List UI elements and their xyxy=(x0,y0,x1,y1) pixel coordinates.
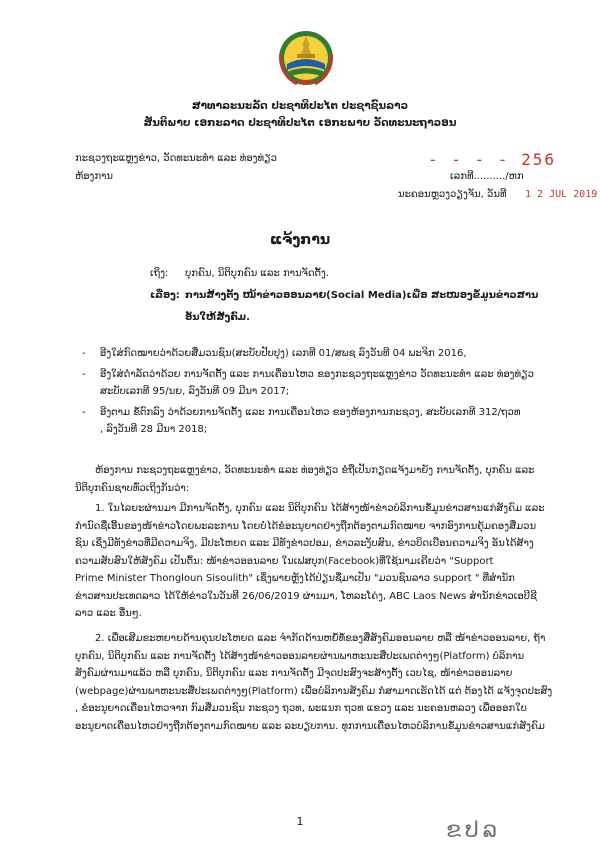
legal-basis-line: , ລົງວັນທີ 28 ມີນາ 2018; xyxy=(100,424,208,435)
intro-paragraph xyxy=(75,462,555,480)
legal-basis-line: ສະບັບເລກທີ 95/ນຍ, ລົງວັນທີ 09 ມີນາ 2017; xyxy=(100,386,290,397)
legal-basis-item: - ອີງໃສ່ກົດໝາຍວ່າດ້ວຍສື່ມວນຊົນ(ສະບັບປັບປຸງ) ເລກທີ 01/ສພຊ ລົງວັນທີ 04 ພະຈິກ 2016, xyxy=(100,345,560,362)
subject-label: ເລື່ອງ: xyxy=(150,290,180,301)
country-name: ສາທາລະນະລັດ ປະຊາທິປະໄຕ ປະຊາຊົນລາວ xyxy=(191,100,409,112)
legal-basis-line: ອີງຕາມ ຂໍ້ຕົກລົງ ວ່າດ້ວຍການຈັດຕັ້ງ ແລະ ການເຄື່ອນໄຫວ ຂອງຫ້ອງການກະຊວງ, ສະບັບເລກທີ 312/ຖວທ xyxy=(100,407,521,418)
national-emblem-icon xyxy=(275,24,337,88)
subject-line-1: ການສ້າງຕັ້ງ ໜ້າຂ່າວອອນລາຍ(Social Media)ເພື່ອ ສະໜອງຂໍ້ມູນຂ່າວສານ xyxy=(185,290,539,301)
legal-basis-line: ອີງໃສ່ກົດໝາຍວ່າດ້ວຍສື່ມວນຊົນ(ສະບັບປັບປຸງ) ເລກທີ 01/ສພຊ ລົງວັນທີ 04 ພະຈິກ 2016, xyxy=(100,348,467,359)
legal-basis-item: - ອີງໃສ່ດຳລັດວ່າດ້ວຍ ການຈັດຕັ້ງ ແລະ ການເຄື່ອນໄຫວ ຂອງກະຊວງຖະແຫຼງຂ່າວ ວັດທະນະທຳ ແລະ ທ່ອງທ່ຽວ ສະບັບເລກທີ 95/ນຍ, ລົງວັນທີ 09 ມີນາ 2017; xyxy=(100,366,560,400)
point-1-line: 1. ໃນໄລຍະຜ່ານມາ ມີການຈັດຕັ້ງ, ບຸກຄົນ ແລະ ນິຕິບຸກຄົນ ໄດ້ສ້າງໜ້າຂ່າວບໍລິການຂໍ້ມູນຂ່າວສານແກ່ສັງຄົມ ແລະ xyxy=(95,503,545,514)
date-stamp: 1 2 JUL 2019 xyxy=(525,189,598,200)
point-1-line: ກຳນົດຊື່ເອີ້ນຂອງໜ້າຂ່າວໂດຍພະລະການ ໂດຍບໍ່ໄດ້ຂໍອະນຸຍາດຢ່າງຖືກຕ້ອງຕາມກົດໝາຍ ຈາກອົງການຄຸ້ມຄອງສື່ມວນ xyxy=(75,520,537,532)
point-1-line: ຄວາມສັບສົນໃຫ້ສັງຄົມ ເປັນຕົ້ນ: ໜ້າຂ່າວອອນລາຍ ໃນເຟສບຸກ(Facebook)ທີ່ໃຊ້ນາມເຄີຍວ່າ "Support xyxy=(75,555,494,567)
intro-paragraph-cont xyxy=(75,480,555,498)
signature-watermark: ຂປລ xyxy=(446,818,502,843)
place-date-label: ນະຄອນຫຼວງວຽງຈັນ, ວັນທີ xyxy=(398,189,507,200)
legal-basis-line: ອີງໃສ່ດຳລັດວ່າດ້ວຍ ການຈັດຕັ້ງ ແລະ ການເຄື່ອນໄຫວ ຂອງກະຊວງຖະແຫຼງຂ່າວ ວັດທະນະທຳ ແລະ ທ່ອງທ່ຽວ xyxy=(100,369,534,380)
point-1-line: ລາວ ແລະ ອື່ນໆ. xyxy=(75,608,142,619)
to-label: ເຖິງ: xyxy=(150,268,169,279)
subject-line-2: ອັນໃຫ້ສັງຄົມ. xyxy=(185,312,250,323)
document-title: ແຈ້ງການ xyxy=(269,232,331,248)
point-2-line: ອະນຸຍາດເຄື່ອນໄຫວຢ່າງຖືກຕ້ອງຕາມກົດໝາຍ ແລະ ລະບຽບການ. ທຸກການເຄື່ອນໄຫວບໍລິການຂໍ້ມູນຂ່າວສານແກ່ສັງຄົມ xyxy=(75,720,545,732)
point-1-paragraph xyxy=(75,500,555,623)
point-2-paragraph xyxy=(75,630,555,735)
sender-ministry: ກະຊວງຖະແຫຼງຂ່າວ, ວັດທະນະທຳ ແລະ ທ່ອງທ່ຽວ xyxy=(75,153,277,164)
page-number: 1 xyxy=(296,815,304,828)
reference-stamp-number: - - - - 256 xyxy=(428,150,556,169)
legal-basis-item: - ອີງຕາມ ຂໍ້ຕົກລົງ ວ່າດ້ວຍການຈັດຕັ້ງ ແລະ ການເຄື່ອນໄຫວ ຂອງຫ້ອງການກະຊວງ, ສະບັບເລກທີ 312/ຖວທ , ລົງວັນທີ 28 ມີນາ 2018; xyxy=(100,404,560,438)
point-2-line: , ຂໍອະນຸຍາດເຄື່ອນໄຫວຈາກ ກົມສື່ມວນຊົນ ກະຊວງ ຖວທ, ພະແນກ ຖວທ ແຂວງ ແລະ ນະຄອນຫລວງ ເພື່ອອອກໃບ xyxy=(75,703,527,714)
intro-line: ຫ້ອງການ ກະຊວງຖະແຫຼງຂ່າວ, ວັດທະນະທຳ ແລະ ທ່ອງທ່ຽວ ຂໍຖືເປັນກຽດແຈ້ງມາຍັງ ການຈັດຕັ້ງ, ບຸກຄົນ ແລະ xyxy=(95,465,535,476)
point-1-line: Prime Minister Thongloun Sisoulith" ເຊິ່ງພາຍຫຼັງໄດ້ປ່ຽນຊື່ມາເປັນ "ມວນຊົນລາວ support " ທີ່ສຳນັກ xyxy=(75,573,515,584)
point-1-line: ຊົນ ເຊິ່ງມີທັງຂ່າວທີ່ມີຄວາມຈິງ, ມີປະໂຫຍດ ແລະ ມີທັງຂ່າວປອມ, ຂ່າວລະງັບສົນ, ຂ່າວບິດເບືອນຄວາມຈິງ ອັນໄດ້ສ້າງ xyxy=(75,538,534,549)
to-text: ບຸກຄົນ, ນິຕິບຸກຄົນ ແລະ ການຈັດຕັ້ງ. xyxy=(185,268,330,279)
point-2-line: 2. ເພື່ອເສີມຂະຫຍາຍດ້ານຄຸນປະໂຫຍດ ແລະ ຈຳກັດດ້ານຫຍໍ້ທໍ້ຂອງສື່ສັງຄົມອອນລາຍ ຫລື ໜ້າຂ່າວອອນລາຍ, ຖ້າ xyxy=(95,633,546,644)
national-motto: ສັນຕິພາບ ເອກະລາດ ປະຊາທິປະໄຕ ເອກະພາບ ວັດທະນະຖາວອນ xyxy=(143,117,457,129)
point-2-line: (webpage)ຜ່ານພາຫະນະສື່ປະເພດຕ່າງໆ(Platform) ເພື່ອບໍລິການສັງຄົມ ກໍສາມາດເຮັດໄດ້ ແຕ່ ຕ້ອງໄດ້ ແຈ້ງຈຸດປະສົງ xyxy=(75,685,553,697)
point-2-line: ສັງຄົມຜ່ານມາແລ້ວ ຫລື ບຸກຄົນ, ນິຕິບຸກຄົນ ແລະ ການຈັດຕັ້ງ ມີຈຸດປະສົງຈະສ້າງຕັ້ງ ເວບໄຊ, ໜ້າຂ່າວອອນລາຍ xyxy=(75,668,513,679)
sender-department: ຫ້ອງການ xyxy=(75,171,114,182)
point-1-line: ຂ່າວສານປະເທດລາວ ໄດ້ໃຫ້ຂ່າວໃນວັນທີ 26/06/2019 ຜ່ານມາ, ໂຫລະໂຄ່ງ, ABC Laos News ສຳນັກຂ່າວເອບີຊີ xyxy=(75,590,537,602)
point-2-line: ບຸກຄົນ, ນິຕິບຸກຄົນ ແລະ ການຈັດຕັ້ງ ໄດ້ສ້າງໜ້າຂ່າວອອນລາຍຜ່ານພາຫະນະສື່ປະເພດຕ່າງໆ(Platform) ບໍລິການ xyxy=(75,650,525,662)
intro-line: ນິຕິບຸກຄົນຊາບທົ່ວເຖິງກັນວ່າ: xyxy=(75,483,190,494)
reference-number-label: ເລກທີ........../ຫກ xyxy=(450,171,524,182)
